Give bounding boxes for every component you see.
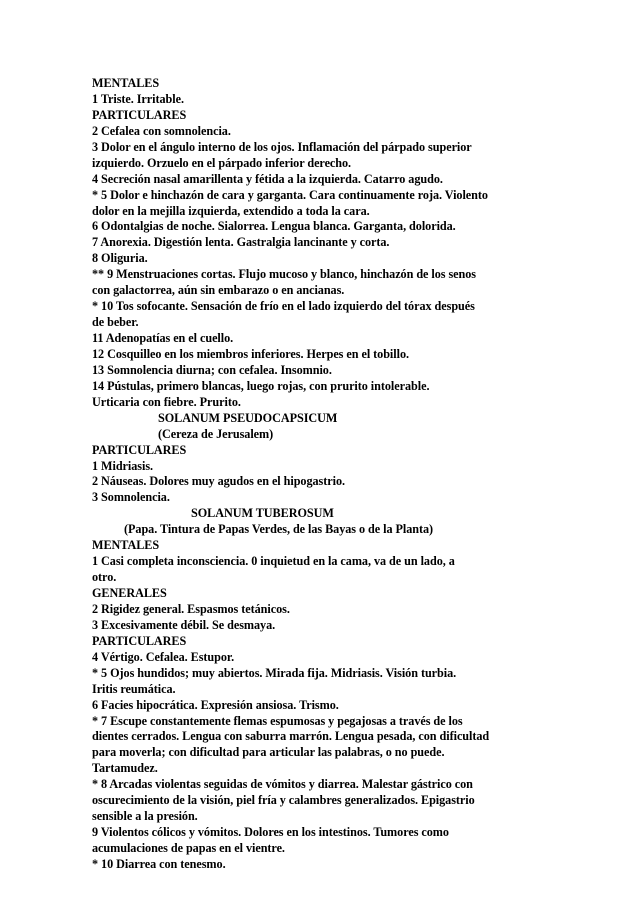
symptom-line: 7 Anorexia. Digestión lenta. Gastralgia lancinante y corta. <box>92 235 390 250</box>
section-heading: PARTICULARES <box>92 633 187 648</box>
symptom-line: 14 Pústulas, primero blancas, luego rojas, con prurito intolerable. <box>92 378 430 393</box>
symptom-line: * 10 Tos sofocante. Sensación de frío en el lado izquierdo del tórax después <box>92 299 475 314</box>
symptom-line: * 5 Dolor e hinchazón de cara y garganta. Cara continuamente roja. Violento <box>92 187 488 202</box>
remedy-subtitle: (Cereza de Jerusalem) <box>158 426 274 441</box>
document-body <box>92 76 552 873</box>
symptom-line: * 5 Ojos hundidos; muy abiertos. Mirada fija. Midriasis. Visión turbia. <box>92 665 457 680</box>
symptom-line: de beber. <box>92 315 139 330</box>
section-heading: GENERALES <box>92 586 167 600</box>
symptom-line: con galactorrea, aún sin embarazo o en ancianas. <box>92 283 345 298</box>
symptom-line: Iritis reumática. <box>92 681 176 696</box>
symptom-line: para moverla; con dificultad para articular las palabras, o no puede. <box>92 745 445 760</box>
symptom-line: 6 Odontalgias de noche. Sialorrea. Lengua blanca. Garganta, dolorida. <box>92 219 456 234</box>
section-heading: PARTICULARES <box>92 107 187 122</box>
symptom-line: 1 Midriasis. <box>92 458 154 473</box>
symptom-line: Urticaria con fiebre. Prurito. <box>92 394 241 409</box>
symptom-line: acumulaciones de papas en el vientre. <box>92 841 285 855</box>
symptom-line: * 10 Diarrea con tenesmo. <box>92 856 226 871</box>
symptom-line: 3 Dolor en el ángulo interno de los ojos. Inflamación del párpado superior <box>92 139 472 154</box>
symptom-line: izquierdo. Orzuelo en el párpado inferior derecho. <box>92 155 352 170</box>
symptom-line: Tartamudez. <box>92 761 158 776</box>
symptom-line: 12 Cosquilleo en los miembros inferiores. Herpes en el tobillo. <box>92 346 409 361</box>
symptom-line: 3 Excesivamente débil. Se desmaya. <box>92 617 276 632</box>
section-heading: PARTICULARES <box>92 442 187 457</box>
symptom-line: sensible a la presión. <box>92 809 198 824</box>
symptom-line: 1 Casi completa inconsciencia. 0 inquietud en la cama, va de un lado, a <box>92 554 455 569</box>
symptom-line: ** 9 Menstruaciones cortas. Flujo mucoso y blanco, hinchazón de los senos <box>92 267 476 282</box>
symptom-line: 1 Triste. Irritable. <box>92 91 184 106</box>
symptom-line: 2 Cefalea con somnolencia. <box>92 123 231 138</box>
section-heading: MENTALES <box>92 538 160 553</box>
symptom-line: 11 Adenopatías en el cuello. <box>92 331 234 345</box>
remedy-title: SOLANUM PSEUDOCAPSICUM <box>158 410 338 425</box>
symptom-line: oscurecimiento de la visión, piel fría y calambres generalizados. Epigastrio <box>92 793 475 808</box>
symptom-line: 2 Náuseas. Dolores muy agudos en el hipogastrio. <box>92 474 345 489</box>
symptom-line: * 8 Arcadas violentas seguidas de vómitos y diarrea. Malestar gástrico con <box>92 777 473 792</box>
symptom-line: 6 Facies hipocrática. Expresión ansiosa. Trismo. <box>92 697 339 712</box>
symptom-line: 4 Secreción nasal amarillenta y fétida a la izquierda. Catarro agudo. <box>92 171 443 186</box>
section-heading: MENTALES <box>92 76 160 90</box>
symptom-line: dolor en la mejilla izquierda, extendido a toda la cara. <box>92 203 370 218</box>
symptom-line: dientes cerrados. Lengua con saburra marrón. Lengua pesada, con dificultad <box>92 729 490 744</box>
symptom-line: 13 Somnolencia diurna; con cefalea. Insomnio. <box>92 362 332 377</box>
symptom-line: otro. <box>92 570 117 585</box>
symptom-line: 3 Somnolencia. <box>92 490 170 505</box>
symptom-line: 8 Oliguria. <box>92 251 148 266</box>
symptom-line: 9 Violentos cólicos y vómitos. Dolores en los intestinos. Tumores como <box>92 825 449 840</box>
remedy-subtitle: (Papa. Tintura de Papas Verdes, de las Bayas o de la Planta) <box>124 522 434 537</box>
symptom-line: 4 Vértigo. Cefalea. Estupor. <box>92 649 235 664</box>
symptom-line: 2 Rigidez general. Espasmos tetánicos. <box>92 601 290 616</box>
remedy-title: SOLANUM TUBEROSUM <box>191 506 334 521</box>
symptom-line: * 7 Escupe constantemente flemas espumosas y pegajosas a través de los <box>92 713 463 728</box>
